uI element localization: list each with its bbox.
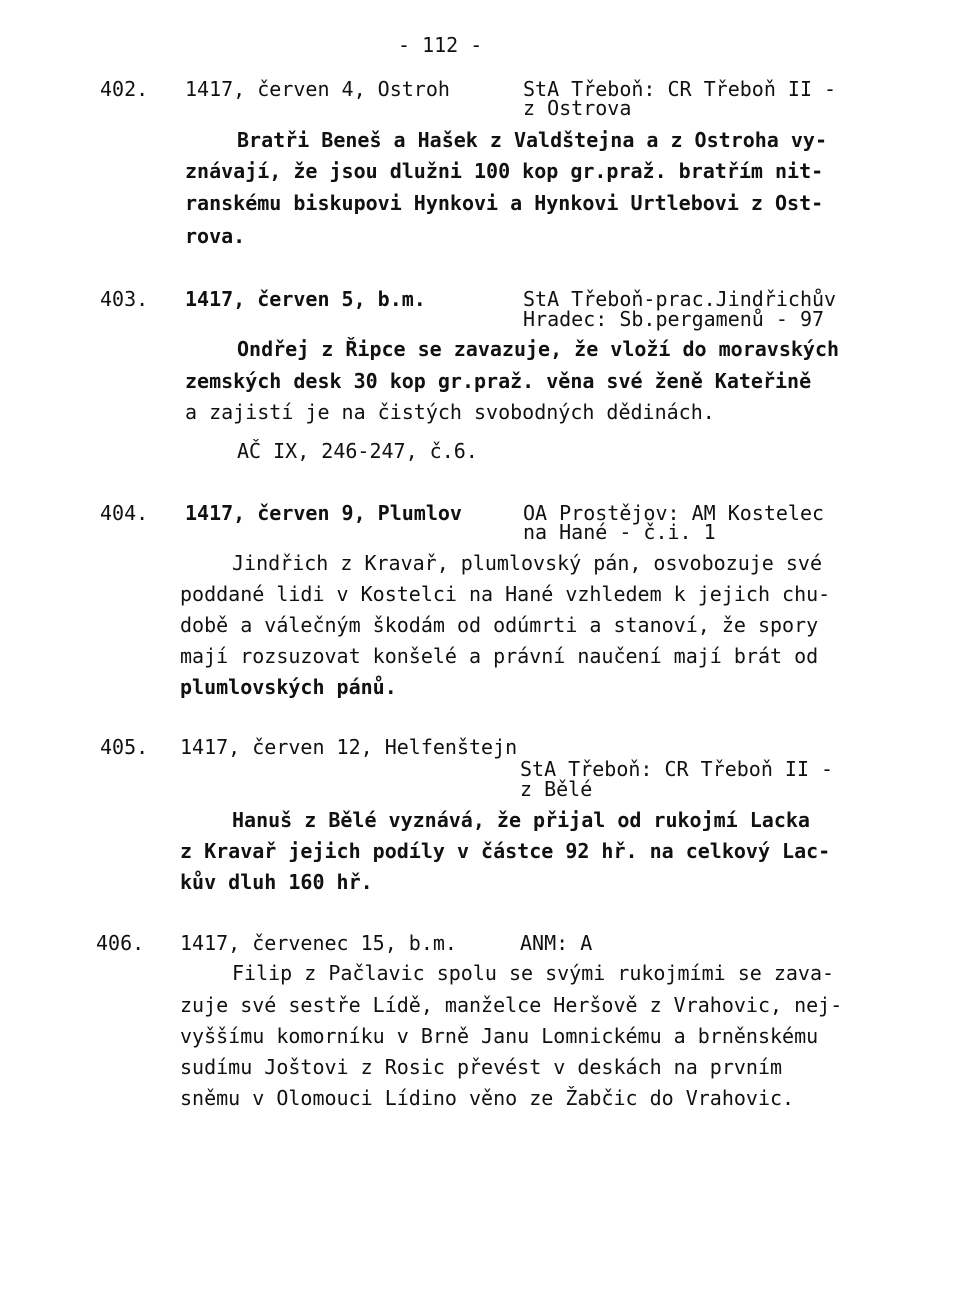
entry-number: 403. <box>100 287 149 311</box>
entry-text-line: sudímu Joštovi z Rosic převést v deskách na prvním <box>180 1055 783 1079</box>
entry-source: OA Prostějov: AM Kostelec <box>523 501 825 525</box>
entry-text-line: Hanuš z Bělé vyznává, že přijal od rukojmí Lacka <box>232 808 810 832</box>
entry-date-place: 1417, červen 9, Plumlov <box>185 501 462 525</box>
entry-source: z Bělé <box>520 777 593 801</box>
entry-date-place: 1417, červen 5, b.m. <box>185 287 426 311</box>
entry-date-place: 1417, červenec 15, b.m. <box>180 931 457 955</box>
entry-text-line: mají rozsuzovat konšelé a právní naučení mají brát od <box>180 644 819 668</box>
entry-source: ANM: A <box>520 931 593 955</box>
entry-number: 404. <box>100 501 149 525</box>
entry-text-line: době a válečným škodám od odúmrti a stanoví, že spory <box>180 613 819 637</box>
entry-text-line: zemských desk 30 kop gr.praž. věna své ženě Kateřině <box>185 369 812 393</box>
entry-source: StA Třeboň: CR Třeboň II - <box>520 757 834 781</box>
entry-date-place: 1417, červen 4, Ostroh <box>185 77 450 101</box>
entry-text-line: ranskému biskupovi Hynkovi a Hynkovi Urtlebovi z Ost- <box>185 191 824 215</box>
entry-number: 406. <box>96 931 145 955</box>
entry-source: Hradec: Sb.pergamenů - 97 <box>523 307 825 331</box>
entry-number: 402. <box>100 77 149 101</box>
entry-text-line: a zajistí je na čistých svobodných dědinách. <box>185 400 715 424</box>
entry-source: z Ostrova <box>523 96 632 120</box>
entry-text-line: Ondřej z Řipce se zavazuje, že vloží do moravských <box>237 337 840 361</box>
entry-source: StA Třeboň-prac.Jindřichův <box>523 287 837 311</box>
entry-text-line: Filip z Pačlavic spolu se svými rukojmími se zava- <box>232 961 835 985</box>
entry-text-line: z Kravař jejich podíly v částce 92 hř. na celkový Lac- <box>180 839 831 863</box>
entry-text-line: kův dluh 160 hř. <box>180 870 373 894</box>
entry-text-line: rova. <box>185 224 246 248</box>
entry-text-line: Bratři Beneš a Hašek z Valdštejna a z Ostroha vy- <box>237 128 828 152</box>
entry-number: 405. <box>100 735 149 759</box>
entry-text-line: znávají, že jsou dlužni 100 kop gr.praž. bratřím nit- <box>185 159 824 183</box>
entry-date-place: 1417, červen 12, Helfenštejn <box>180 735 518 759</box>
entry-text-line: sněmu v Olomouci Lídino věno ze Žabčic do Vrahovic. <box>180 1086 795 1110</box>
entry-source: StA Třeboň: CR Třeboň II - <box>523 77 837 101</box>
page-number: - 112 - <box>398 33 483 57</box>
entry-reference: AČ IX, 246-247, č.6. <box>237 439 478 463</box>
entry-text-line: poddané lidi v Kostelci na Hané vzhledem k jejich chu- <box>180 582 831 606</box>
entry-text-line: plumlovských pánů. <box>180 675 397 699</box>
entry-source: na Hané - č.i. 1 <box>523 520 716 544</box>
entry-text-line: vyššímu komorníku v Brně Janu Lomnickému a brněnskému <box>180 1024 819 1048</box>
entry-text-line: zuje své sestře Lídě, manželce Heršově z Vrahovic, nej- <box>180 993 843 1017</box>
entry-text-line: Jindřich z Kravař, plumlovský pán, osvobozuje své <box>232 551 823 575</box>
